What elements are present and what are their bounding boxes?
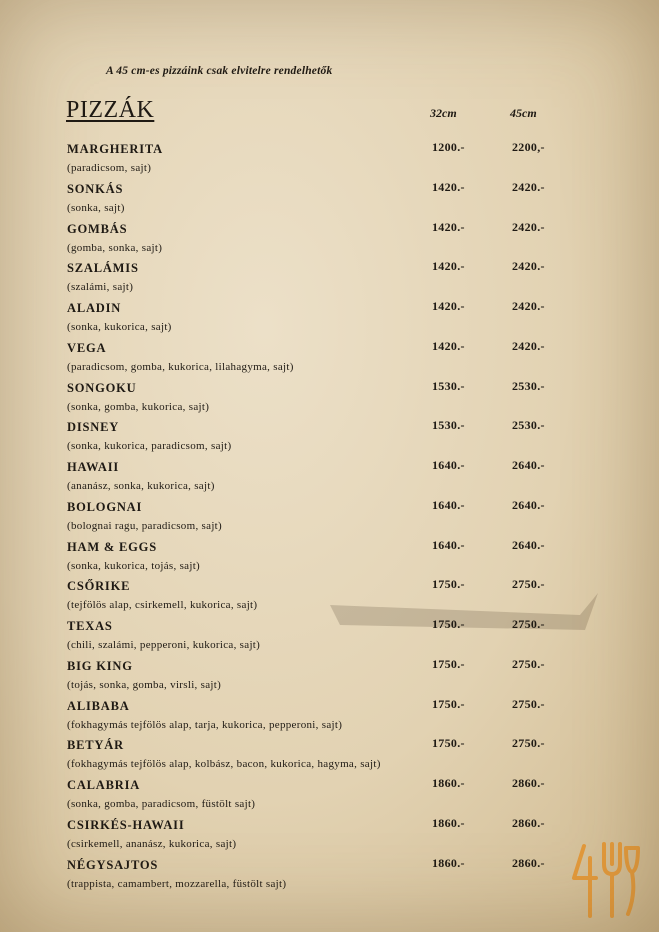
price-45: 2420.- bbox=[512, 219, 545, 234]
price-32: 1750.- bbox=[432, 617, 465, 631]
price-45: 2530.- bbox=[512, 378, 545, 393]
item-name: ALADIN bbox=[67, 301, 122, 315]
price-32: 1530.- bbox=[432, 378, 465, 393]
item-name: CALABRIA bbox=[67, 778, 141, 792]
price-45: 2750.- bbox=[512, 577, 545, 592]
price-32: 1420.- bbox=[432, 219, 465, 234]
menu-item bbox=[0, 816, 659, 856]
item-desc: (sonka, sajt) bbox=[67, 201, 125, 214]
menu-item bbox=[0, 140, 659, 180]
item-name: DISNEY bbox=[67, 420, 120, 435]
price-32: 1750.- bbox=[432, 656, 465, 671]
item-name: SONKÁS bbox=[67, 181, 124, 196]
item-desc: (tojás, sonka, gomba, virsli, sajt) bbox=[67, 678, 222, 691]
item-desc: (szalámi, sajt) bbox=[67, 281, 134, 294]
price-32: 1860.- bbox=[432, 855, 465, 870]
price-45: 2420.- bbox=[512, 259, 545, 274]
price-45: 2420.- bbox=[512, 179, 545, 194]
price-45: 2640.- bbox=[512, 458, 545, 472]
item-name: CSIRKÉS-HAWAII bbox=[67, 817, 185, 832]
price-45: 2640.- bbox=[512, 537, 545, 552]
menu-item bbox=[0, 856, 659, 896]
item-desc: (fokhagymás tejfölös alap, kolbász, bacon, kukorica, hagyma, sajt) bbox=[67, 758, 381, 771]
menu-item bbox=[0, 736, 659, 776]
price-32: 1640.- bbox=[432, 537, 465, 552]
price-45: 2750.- bbox=[512, 736, 545, 751]
price-45: 2420.- bbox=[512, 299, 545, 313]
menu-item bbox=[0, 418, 659, 458]
item-name: SONGOKU bbox=[67, 380, 137, 395]
item-name: CSŐRIKE bbox=[67, 579, 131, 594]
item-desc: (sonka, kukorica, sajt) bbox=[67, 321, 172, 333]
menu-item bbox=[0, 577, 659, 617]
menu-item bbox=[0, 379, 659, 419]
item-name: HAWAII bbox=[67, 460, 120, 474]
price-45: 2860.- bbox=[512, 855, 545, 870]
price-45: 2200,- bbox=[512, 140, 545, 154]
price-45: 2420.- bbox=[512, 338, 545, 353]
menu-item bbox=[0, 259, 659, 299]
pizza-list bbox=[0, 140, 659, 895]
price-32: 1640.- bbox=[432, 497, 465, 512]
item-desc: (sonka, gomba, paradicsom, füstölt sajt) bbox=[67, 798, 256, 810]
price-45: 2750.- bbox=[512, 617, 545, 631]
item-name: ALIBABA bbox=[67, 698, 130, 713]
menu-item bbox=[0, 339, 659, 379]
menu-item bbox=[0, 538, 659, 578]
item-desc: (trappista, camambert, mozzarella, füstölt sajt) bbox=[67, 877, 287, 890]
menu-item bbox=[0, 617, 659, 657]
item-name: GOMBÁS bbox=[67, 221, 128, 236]
price-32: 1750.- bbox=[432, 696, 465, 711]
menu-item bbox=[0, 180, 659, 220]
item-desc: (sonka, kukorica, tojás, sajt) bbox=[67, 559, 201, 572]
item-desc: (sonka, kukorica, paradicsom, sajt) bbox=[67, 440, 232, 453]
item-name: MARGHERITA bbox=[67, 142, 163, 156]
item-name: NÉGYSAJTOS bbox=[67, 857, 159, 872]
price-32: 1420.- bbox=[432, 259, 465, 274]
price-32: 1420.- bbox=[432, 338, 465, 353]
price-32: 1640.- bbox=[432, 458, 465, 472]
price-45: 2750.- bbox=[512, 696, 545, 711]
menu-item bbox=[0, 657, 659, 697]
item-name: TEXAS bbox=[67, 619, 113, 633]
item-name: BIG KING bbox=[67, 658, 133, 673]
item-desc: (tejfölös alap, csirkemell, kukorica, sajt) bbox=[67, 599, 258, 612]
item-desc: (chili, szalámi, pepperoni, kukorica, sajt) bbox=[67, 639, 261, 651]
menu-item bbox=[0, 498, 659, 538]
item-desc: (sonka, gomba, kukorica, sajt) bbox=[67, 400, 210, 413]
price-32: 1420.- bbox=[432, 299, 465, 313]
price-45: 2640.- bbox=[512, 497, 545, 512]
price-32: 1750.- bbox=[432, 577, 465, 592]
size-header-32: 32cm bbox=[430, 106, 457, 120]
price-32: 1860.- bbox=[432, 815, 465, 830]
item-name: BETYÁR bbox=[67, 738, 124, 753]
item-desc: (paradicsom, sajt) bbox=[67, 162, 152, 174]
item-name: VEGA bbox=[67, 340, 107, 355]
price-32: 1200.- bbox=[432, 140, 465, 154]
price-45: 2530.- bbox=[512, 418, 545, 433]
price-32: 1420.- bbox=[432, 179, 465, 194]
menu-item bbox=[0, 697, 659, 737]
price-45: 2750.- bbox=[512, 656, 545, 671]
fork-and-glass-45-logo-icon bbox=[570, 838, 642, 922]
menu-item bbox=[0, 220, 659, 260]
menu-item bbox=[0, 299, 659, 339]
menu-item bbox=[0, 776, 659, 816]
item-desc: (bolognai ragu, paradicsom, sajt) bbox=[67, 519, 222, 532]
price-32: 1530.- bbox=[432, 418, 465, 433]
size-header-45: 45cm bbox=[510, 106, 537, 120]
menu-item bbox=[0, 458, 659, 498]
page-title: PIZZÁK bbox=[66, 97, 155, 123]
price-32: 1750.- bbox=[432, 736, 465, 751]
item-desc: (paradicsom, gomba, kukorica, lilahagyma, sajt) bbox=[67, 360, 294, 373]
item-desc: (fokhagymás tejfölös alap, tarja, kukorica, pepperoni, sajt) bbox=[67, 718, 343, 731]
price-32: 1860.- bbox=[432, 776, 465, 790]
item-desc: (ananász, sonka, kukorica, sajt) bbox=[67, 480, 215, 492]
item-name: BOLOGNAI bbox=[67, 499, 143, 514]
item-desc: (gomba, sonka, sajt) bbox=[67, 241, 163, 254]
item-name: HAM & EGGS bbox=[67, 539, 157, 554]
price-45: 2860.- bbox=[512, 776, 545, 790]
item-name: SZALÁMIS bbox=[67, 261, 139, 276]
item-desc: (csirkemell, ananász, kukorica, sajt) bbox=[67, 837, 237, 850]
takeaway-notice: A 45 cm-es pizzáink csak elvitelre rendelhetők bbox=[106, 65, 333, 77]
price-45: 2860.- bbox=[512, 815, 545, 830]
